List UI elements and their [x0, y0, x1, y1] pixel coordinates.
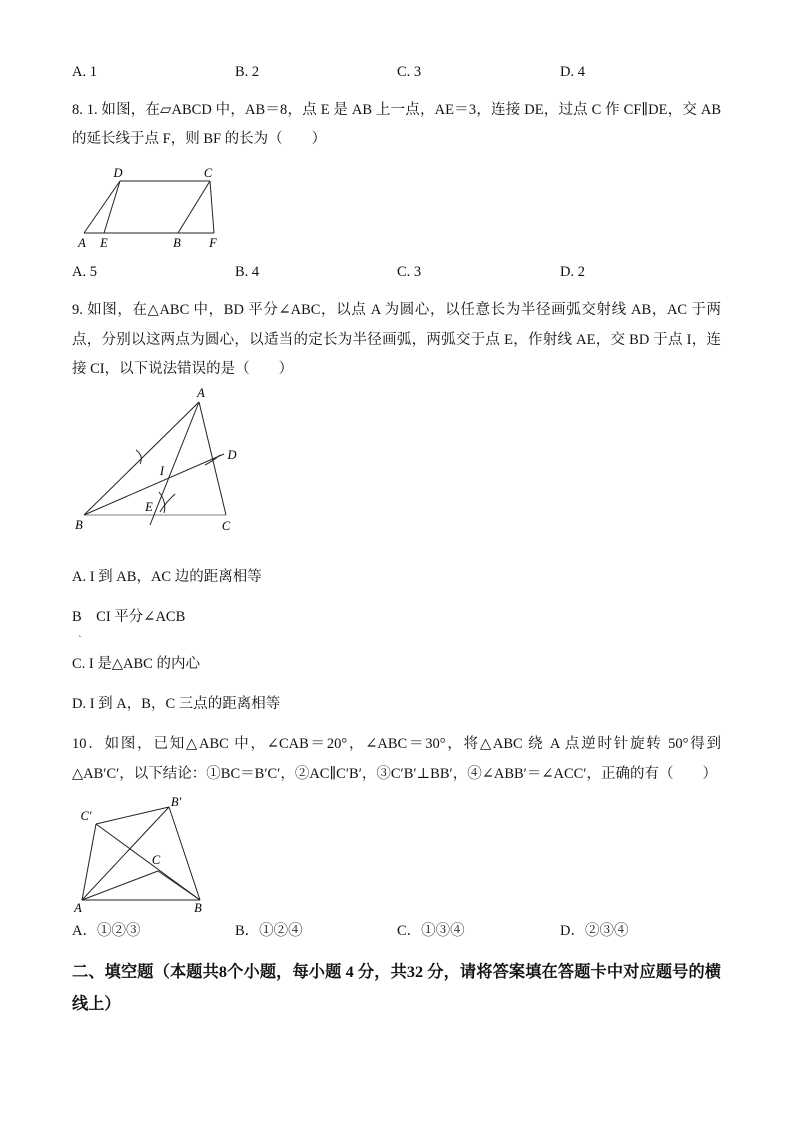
q8-option-a: A. 5 [72, 264, 97, 281]
q8-figure-labels [77, 167, 217, 250]
line-cprime-bprime [96, 807, 169, 824]
q9-option-b: B CI 平分∠ACB [72, 608, 186, 625]
vertex-label-a: A [197, 387, 205, 401]
vertex-label-c: C [221, 519, 231, 534]
q9-option-c: C. I 是△ABC 的内心 [72, 656, 200, 673]
point-label-d: D [227, 448, 237, 463]
vertex-label-a: A [74, 901, 82, 916]
q9-option-d: D. I 到 A，B，C 三点的距离相等 [72, 696, 281, 713]
q8-figure-lines [84, 181, 214, 233]
q7-option-a: A. 1 [72, 64, 97, 80]
question-9-text: 9. 如图，在△ABC 中，BD 平分∠ABC，以点 A 为圆心，以任意长为半径画弧交射线 AB，AC 于两点，分别以这两点为圆心，以适当的定长为半径画弧，两弧交于点 E，作射线 AE，交 BD 于点 I，连接 CI，以下说法错误的是（ ） [72, 301, 721, 378]
vertex-label-b: B [173, 236, 181, 251]
q8-option-d: D. 2 [560, 264, 585, 281]
q10-option-a: A．①②③ [72, 923, 141, 940]
stray-mark: ` [78, 634, 82, 647]
q9-option-a: A. I 到 AB，AC 边的距离相等 [72, 569, 262, 586]
vertex-label-b: B [194, 901, 202, 916]
line-ad [84, 181, 120, 233]
question-8-text: 8. 1. 如图，在▱ABCD 中，AB＝8，点 E 是 AB 上一点，AE＝3，连接 DE，过点 C 作 CF∥DE，交 AB 的延长线于点 F，则 BF 的长为（ ） [72, 101, 721, 148]
vertex-label-c: C [151, 853, 161, 868]
q8-parallelogram-figure [74, 167, 224, 252]
q8-options-row [72, 258, 721, 288]
line-de [104, 181, 120, 233]
vertex-label-c: C [203, 167, 213, 181]
vertex-label-f: F [209, 236, 217, 251]
point-label-i: I [159, 464, 165, 479]
q10-option-c: C．①③④ [397, 923, 465, 940]
q7-option-d: D. 4 [560, 64, 585, 80]
q10-figure-lines [82, 807, 200, 900]
q7-options-row [72, 58, 721, 88]
section-2-heading: 二、填空题（本题共8个小题，每小题 4 分，共32 分，请将答案填在答题卡中对应题号的横线上） [72, 963, 721, 1013]
vertex-label-b-prime: B′ [170, 797, 182, 810]
ray-ae [150, 402, 199, 525]
vertex-label-d: D [113, 167, 123, 181]
question-10-text: 10．如图，已知△ABC 中，∠CAB＝20°，∠ABC＝30°，将△ABC 绕 A 点逆时针旋转 50°得到△AB′C′，以下结论：①BC＝B′C′，②AC∥C′B′，③C′B′⊥BB′，④∠ABB′＝∠ACC′，正确的有（ ） [72, 735, 721, 782]
q7-option-c: C. 3 [397, 64, 422, 80]
vertex-label-c-prime: C′ [80, 809, 92, 824]
line-bprime-b [169, 807, 200, 900]
q10-options-row [72, 917, 721, 947]
ray-bd [84, 454, 224, 515]
point-label-e: E [145, 500, 153, 515]
vertex-label-e: E [100, 236, 108, 251]
line-ac-prime [82, 824, 96, 900]
line-cf [210, 181, 214, 233]
line-ac [82, 871, 158, 900]
line-bc [178, 181, 210, 233]
vertex-label-b: B [75, 518, 83, 533]
q9-triangle-construction-figure [74, 387, 249, 537]
q10-rotation-figure [72, 797, 222, 915]
vertex-label-a: A [78, 236, 86, 251]
q9-options-list [72, 563, 721, 720]
q7-option-b: B. 2 [235, 64, 260, 80]
q10-option-d: D．②③④ [560, 923, 629, 940]
q8-option-b: B. 4 [235, 264, 260, 281]
q8-option-c: C. 3 [397, 264, 422, 281]
q9-figure-lines [84, 402, 226, 525]
q10-option-b: B．①②④ [235, 923, 303, 940]
